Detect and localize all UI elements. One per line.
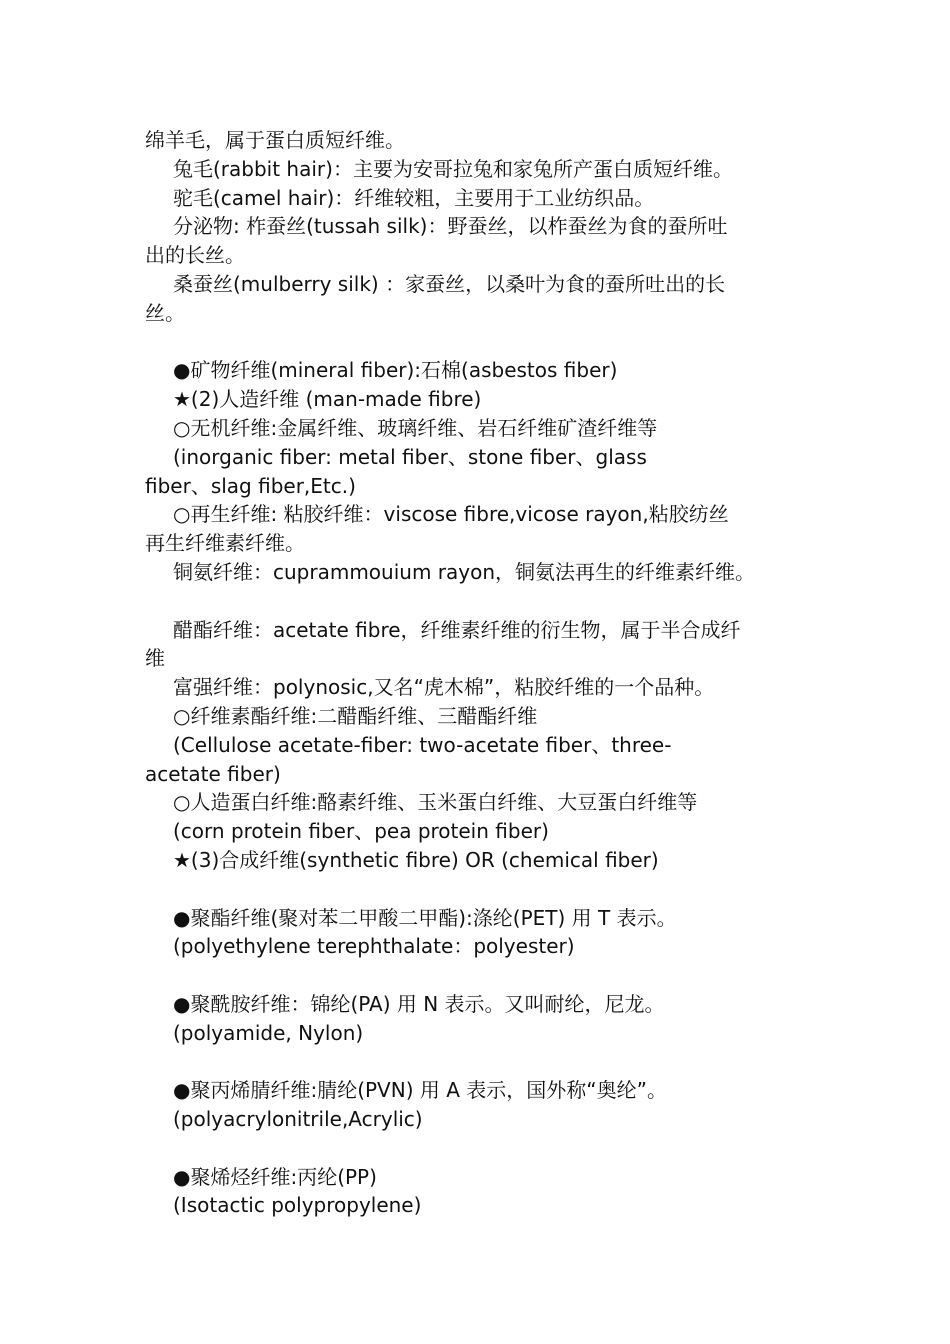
blank-line [145, 587, 820, 616]
text-line: 再生纤维素纤维。 [145, 531, 305, 556]
text-line: 维 [145, 646, 165, 671]
text-line: ●矿物纤维(mineral fiber):石棉(asbestos fiber) [173, 358, 618, 383]
text-line: ●聚丙烯腈纤维:腈纶(PVN) 用 A 表示，国外称“奥纶”。 [173, 1078, 667, 1103]
text-line: 绵羊毛，属于蛋白质短纤维。 [145, 128, 405, 152]
text-line: ●聚烯烃纤维:丙纶(PP) [173, 1164, 377, 1189]
text-line: ○人造蛋白纤维:酪素纤维、玉米蛋白纤维、大豆蛋白纤维等 [173, 790, 698, 815]
text-line: 兔毛(rabbit hair)：主要为安哥拉兔和家兔所产蛋白质短纤维。 [173, 156, 733, 181]
text-line: (Cellulose acetate-fiber: two-acetate fiber、three- [173, 732, 672, 757]
text-line: acetate fiber) [145, 761, 281, 786]
text-line: (corn protein fiber、pea protein fiber) [173, 819, 549, 844]
text-line: 出的长丝。 [145, 243, 245, 268]
blank-line [145, 1048, 820, 1077]
text-line: 丝。 [145, 300, 185, 325]
blank-line [145, 328, 820, 357]
text-line: (inorganic fiber: metal fiber、stone fiber、glass [173, 444, 647, 469]
text-line: 富强纤维：polynosic,又名“虎木棉”，粘胶纤维的一个品种。 [173, 675, 715, 700]
blank-line [145, 875, 820, 904]
text-line: ★(3)合成纤维(synthetic fibre) OR (chemical fiber) [173, 847, 659, 872]
text-line: fiber、slag fiber,Etc.) [145, 473, 356, 498]
document-body [145, 126, 820, 1220]
text-line: 铜氨纤维：cuprammouium rayon，铜氨法再生的纤维素纤维。 [173, 559, 756, 584]
text-line: (polyamide, Nylon) [173, 1020, 364, 1045]
text-line: 分泌物: 柞蚕丝(tussah silk)：野蚕丝，以柞蚕丝为食的蚕所吐 [173, 214, 728, 239]
text-line: ○无机纤维:金属纤维、玻璃纤维、岩石纤维矿渣纤维等 [173, 415, 658, 440]
blank-line [145, 1134, 820, 1163]
text-line: ○再生纤维: 粘胶纤维：viscose fibre,vicose rayon,粘胶纺丝 [173, 502, 729, 527]
text-line: ●聚酰胺纤维：锦纶(PA) 用 N 表示。又叫耐纶，尼龙。 [173, 991, 665, 1016]
blank-line [145, 961, 820, 990]
text-line: ●聚酯纤维(聚对苯二甲酸二甲酯):涤纶(PET) 用 T 表示。 [173, 905, 677, 930]
text-line: 桑蚕丝(mulberry silk) ：家蚕丝，以桑叶为食的蚕所吐出的长 [173, 271, 726, 296]
text-line: (polyethylene terephthalate：polyester) [173, 934, 575, 959]
text-line: (Isotactic polypropylene) [173, 1193, 422, 1218]
text-line: ○纤维素酯纤维:二醋酯纤维、三醋酯纤维 [173, 703, 538, 728]
text-line: 驼毛(camel hair)：纤维较粗，主要用于工业纺织品。 [173, 185, 655, 210]
text-line: (polyacrylonitrile,Acrylic) [173, 1107, 423, 1132]
text-line: 醋酯纤维：acetate fibre，纤维素纤维的衍生物，属于半合成纤 [173, 617, 741, 642]
text-line: ★(2)人造纤维 (man-made fibre) [173, 387, 482, 412]
